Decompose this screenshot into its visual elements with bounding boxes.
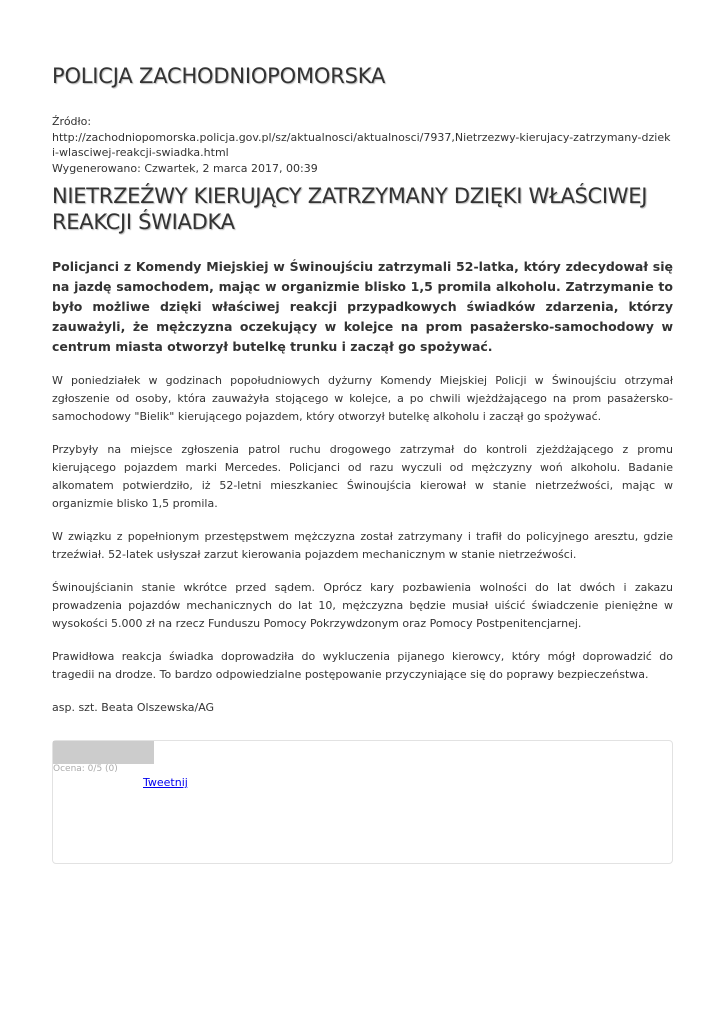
article-paragraph: Prawidłowa reakcja świadka doprowadziła do wykluczenia pijanego kierowcy, który mógł doprowadzić do tragedii na drodze. To bardzo odpowiedzialne postępowanie przyczyniające się do poprawy bezpieczeństwa. [52,650,673,681]
rating-stars-bar[interactable] [53,741,154,764]
article-paragraph: W poniedziałek w godzinach popołudniowych dyżurny Komendy Miejskiej Policji w Świnoujściu otrzymał zgłoszenie od osoby, która zauważyła stojącego w kolejce, a po chwili wjeżdżającego na prom pasażersko-samochodowy "Bielik" kierującego pojazdem, który otworzył butelkę alkoholu i zaczął go spożywać. [52,374,673,423]
source-label: Źródło: [52,115,92,128]
article-title: NIETRZEŹWY KIERUJĄCY ZATRZYMANY DZIĘKI WŁAŚCIWEJ REAKCJI ŚWIADKA [52,184,648,234]
source-url: http://zachodniopomorska.policja.gov.pl/sz/aktualnosci/aktualnosci/7937,Nietrzezwy-kierujacy-zatrzymany-dzieki-wlasciwej-reakcji-swiadka.html [52,130,671,159]
article-author: asp. szt. Beata Olszewska/AG [52,701,215,714]
article-paragraph: W związku z popełnionym przestępstwem mężczyzna został zatrzymany i trafił do policyjnego aresztu, gdzie trzeźwiał. 52-latek usłyszał zarzut kierowania pojazdem mechanicznym w stanie nietrzeźwości. [52,530,673,561]
article-paragraph: Przybyły na miejsce zgłoszenia patrol ruchu drogowego zatrzymał do kontroli zjeżdżającego z promu kierującego pojazdem marki Mercedes. Policjanci od razu wyczuli od mężczyzny woń alkoholu. Badanie alkomatem potwierdziło, iż 52-letni mieszkaniec Świnoujścia kierował w stanie nietrzeźwości, mając w organizmie blisko 1,5 promila. [52,443,673,510]
tweet-link[interactable]: Tweetnij [143,776,188,789]
article-paragraph: Świnoujścianin stanie wkrótce przed sądem. Oprócz kary pozbawienia wolności do lat dwóch i zakazu prowadzenia pojazdów mechanicznych do lat 10, mężczyzna będzie musiał uiścić świadczenie pieniężne w wysokości 5.000 zł na rzecz Funduszu Pomocy Pokrzywdzonym oraz Pomocy Postpenitencjarnej. [52,581,673,630]
site-title: POLICJA ZACHODNIOPOMORSKA [52,64,386,88]
generated-date: Wygenerowano: Czwartek, 2 marca 2017, 00:39 [52,161,318,175]
rating-text: Ocena: 0/5 (0) [53,764,118,774]
rating-box [52,740,673,864]
article-body [52,372,673,732]
article-lead: Policjanci z Komendy Miejskiej w Świnoujściu zatrzymali 52-latka, który zdecydował się na jazdę samochodem, mając w organizmie blisko 1,5 promila alkoholu. Zatrzymanie to było możliwe dzięki właściwej reakcji przypadkowych świadków zdarzenia, którzy zauważyli, że mężczyzna oczekujący w kolejce na prom pasażersko-samochodowy w centrum miasta otworzył butelkę trunku i zaczął go spożywać. [52,259,673,354]
meta-block [52,114,673,176]
